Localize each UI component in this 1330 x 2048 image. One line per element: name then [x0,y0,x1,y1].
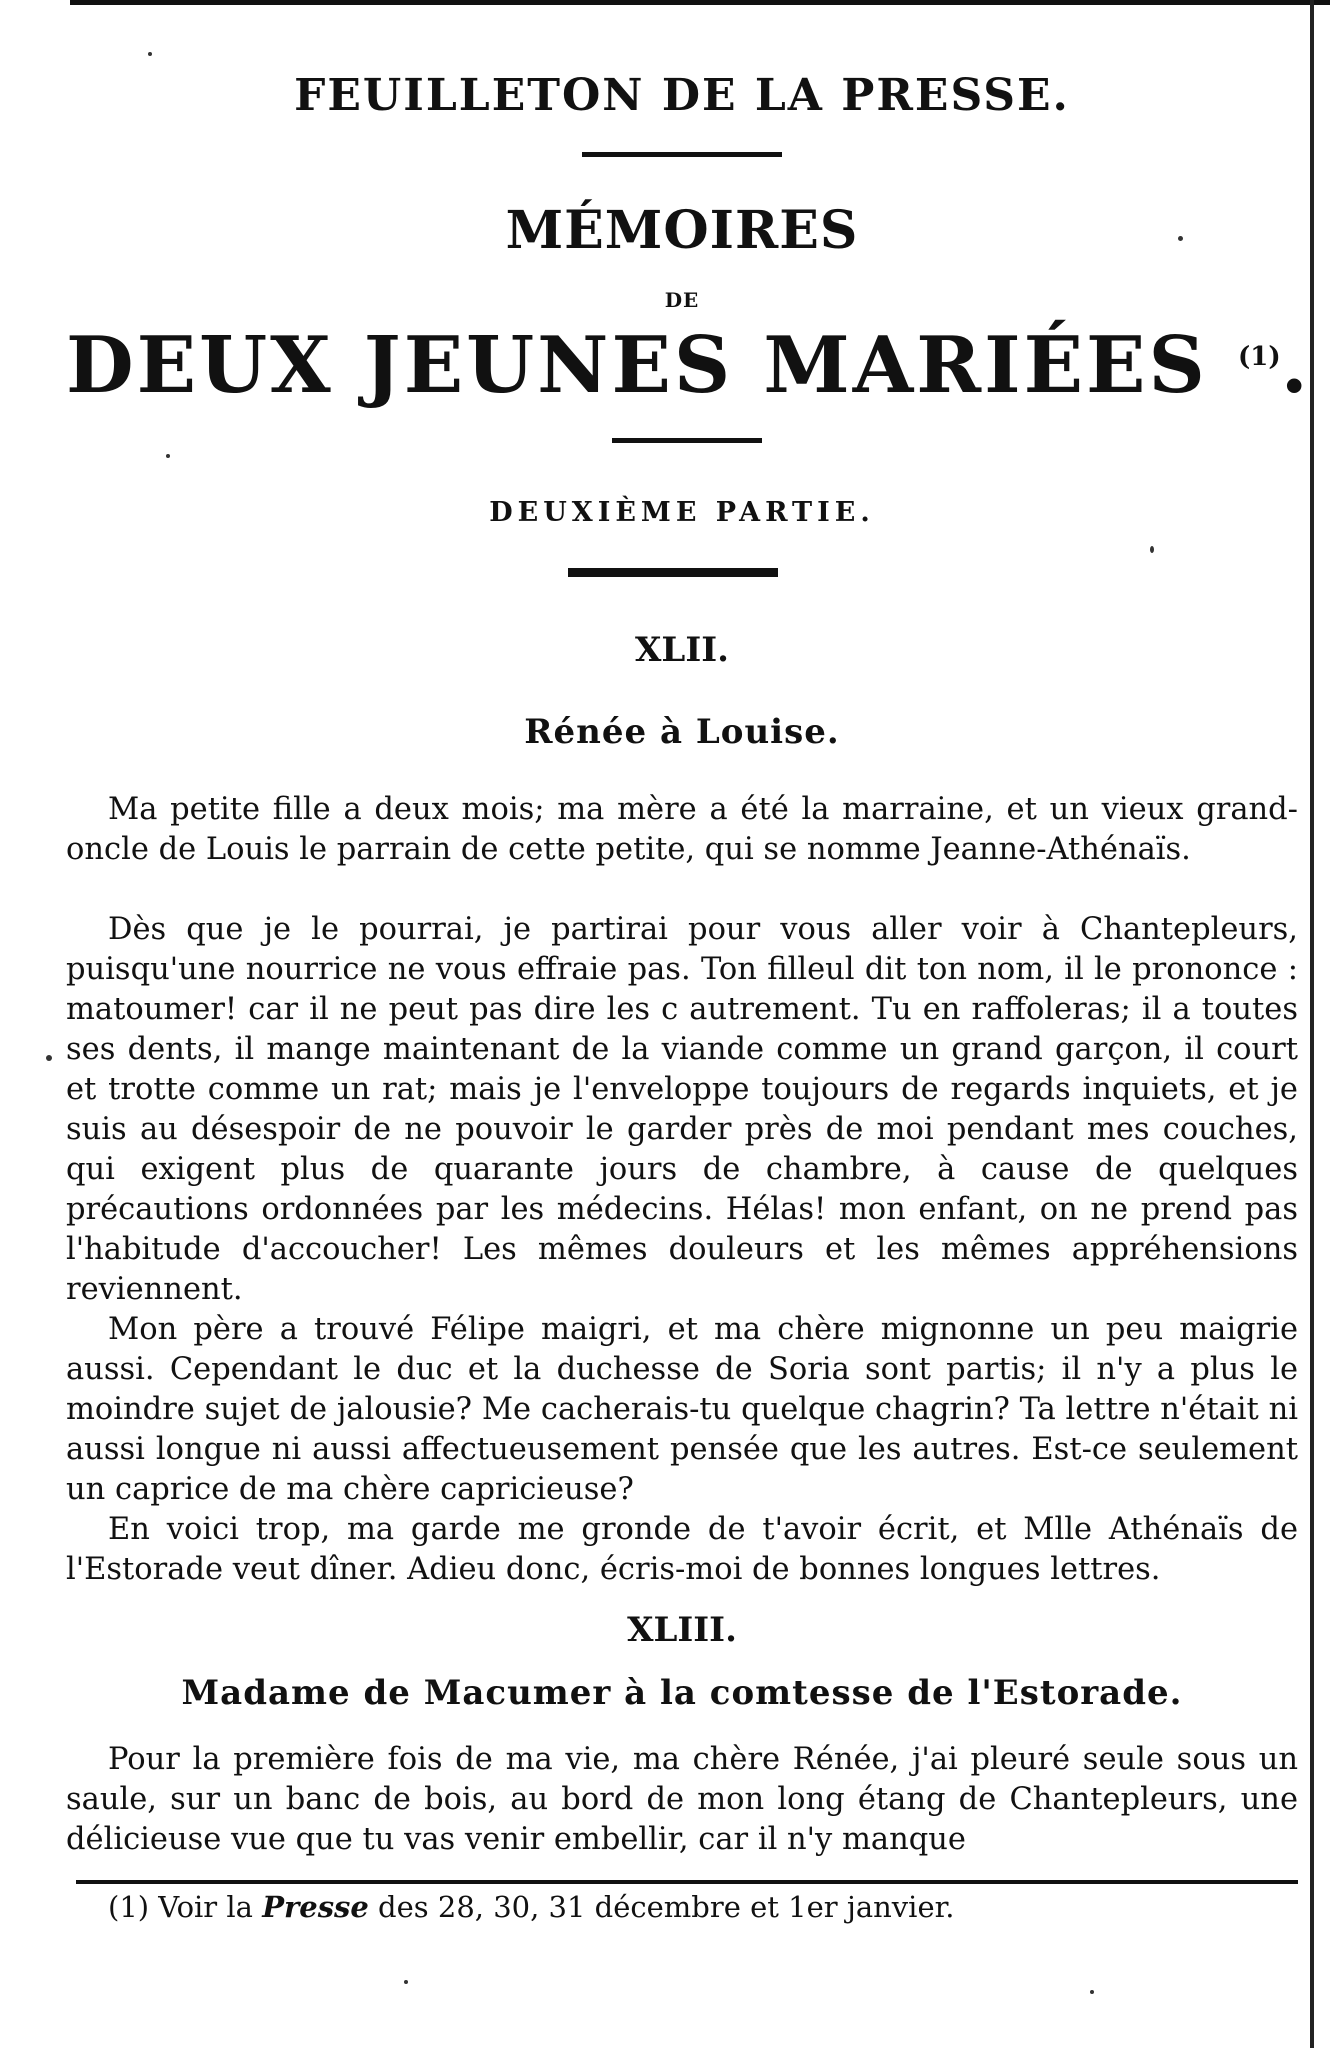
paragraph: En voici trop, ma garde me gronde de t'avoir écrit, et Mlle Athénaïs de l'Estorade veut dîner. Adieu donc, écris-moi de bonnes longues lettres. [66,1512,1298,1587]
scan-speck [46,1055,52,1061]
letter-heading: Rénée à Louise. [524,712,840,752]
scan-speck [148,52,152,56]
footnote-rest: des 28, 30, 31 décembre et 1er janvier. [368,1890,955,1924]
part-divider [568,568,778,577]
part-label: DEUXIÈME PARTIE. [489,497,875,528]
paragraph: Pour la première fois de ma vie, ma chère Rénée, j'ai pleuré seule sous un saule, sur un banc de bois, au bord de mon long étang de Chantepleurs, une délicieuse vue que tu vas venir embellir, car il n'y manque [66,1742,1298,1857]
scan-speck [1090,1990,1094,1994]
scan-speck [404,1980,408,1984]
title-divider [612,438,762,443]
footnote-marker: (1) [1237,342,1281,372]
footnote-prefix: (1) Voir la [108,1890,263,1924]
letter-heading: Madame de Macumer à la comtesse de l'Estorade. [181,1673,1183,1713]
title-de: DE [664,288,700,312]
column-rule [1310,0,1314,2048]
feuilleton-header: FEUILLETON DE LA PRESSE. [294,70,1070,121]
paragraph: Ma petite fille a deux mois; ma mère a été la marraine, et un vieux grand-oncle de Louis le parrain de cette petite, qui se nomme Jeanne-Athénaïs. [66,792,1298,867]
title-memoires: MÉMOIRES [505,200,859,261]
chapter-number: XLIII. [627,1610,737,1650]
footnote-rule [76,1880,1298,1884]
footnote [108,1888,1288,1926]
chapter-number: XLII. [635,630,729,670]
main-title-period: . [1280,320,1311,411]
top-rule [70,0,1330,5]
paragraph: Mon père a trouvé Félipe maigri, et ma chère mignonne un peu maigrie aussi. Cependant le duc et la duchesse de Soria sont partis; il n'y a plus le moindre sujet de jalousie? Me cacherais-tu quelque chagrin? Ta lettre n'était ni aussi longue ni aussi affectueusement pensée que les autres. Est-ce seulement un caprice de ma chère capricieuse? [66,1312,1298,1507]
scan-speck [1150,546,1154,553]
main-title-text: DEUX JEUNES MARIÉES [66,320,1208,411]
paragraph: Dès que je le pourrai, je partirai pour vous aller voir à Chantepleurs, puisqu'une nourrice ne vous effraie pas. Ton filleul dit ton nom, il le prononce : matoumer! car il ne peut pas dire les c autrement. Tu en raffoleras; il a toutes ses dents, il mange maintenant de la viande comme un grand garçon, il court et trotte comme un rat; mais je l'enveloppe toujours de regards inquiets, et je suis au désespoir de ne pouvoir le garder près de moi pendant mes couches, qui exigent plus de quarante jours de chambre, à cause de quelques précautions ordonnées par les médecins. Hélas! mon enfant, on ne prend pas l'habitude d'accoucher! Les mêmes douleurs et les mêmes appréhensions reviennent. [66,912,1298,1307]
header-divider [582,152,782,157]
scan-speck [1178,236,1183,241]
scan-speck [166,454,170,458]
footnote-journal: Presse [262,1890,369,1924]
main-title [66,320,1311,411]
